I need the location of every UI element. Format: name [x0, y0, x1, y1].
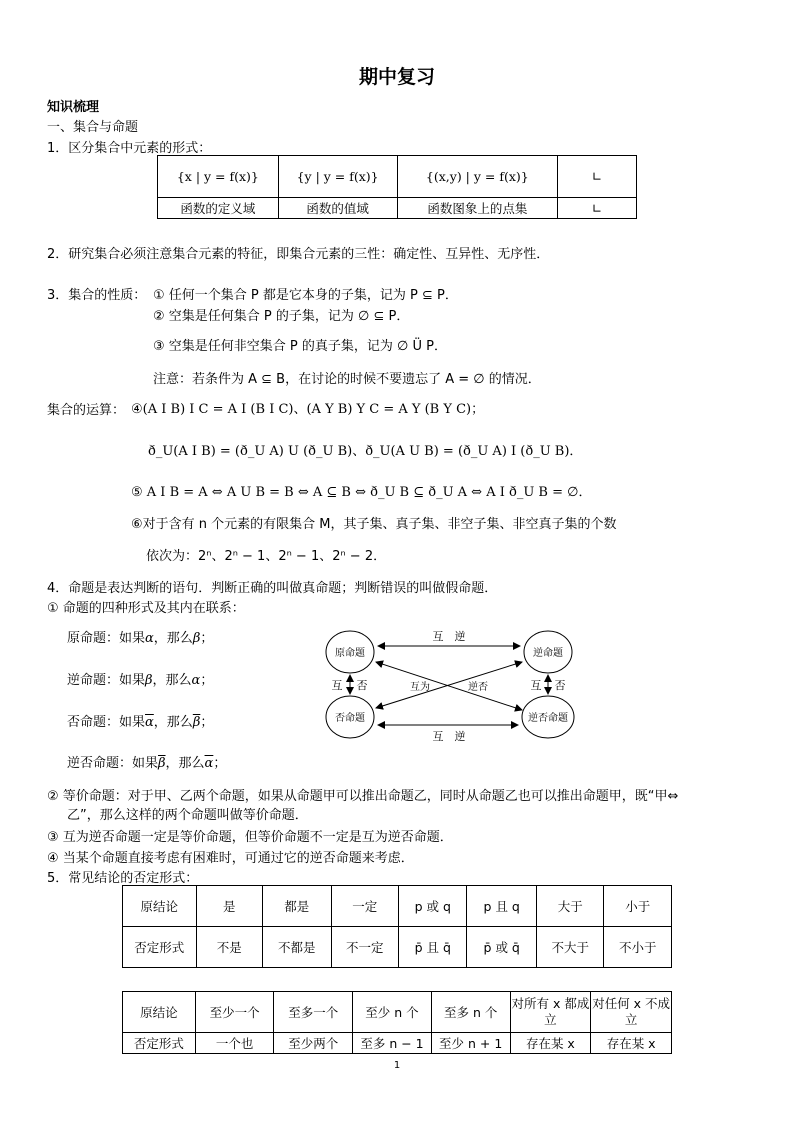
label-left-a: 互	[331, 679, 343, 692]
proposition-inverse: 否命题：如果$\overline{\alpha}$，那么$\overline{\beta}$；	[67, 715, 214, 730]
table3-cell: 至少 n 个	[353, 992, 432, 1033]
ops-p4b: ð_U(A I B) = (ð_U A) U (ð_U B)、ð_U(A U B) = (ð_U A) I (ð_U B)．	[148, 444, 583, 459]
label-bottom: 互 逆	[432, 730, 466, 743]
table2-cell: p 且 q	[467, 886, 537, 927]
table2-cell: 否定形式	[123, 927, 197, 968]
item-4-2a: ② 等价命题：对于甲、乙两个命题，如果从命题甲可以推出命题乙，同时从命题乙也可以推出命题甲，既“甲⇔	[47, 789, 679, 804]
subsection-sets-propositions: 一、集合与命题	[47, 120, 139, 135]
item-4: 4．命题是表达判断的语句．判断正确的叫做真命题；判断错误的叫做假命题．	[47, 581, 498, 596]
table2-cell: p 或 q	[398, 886, 466, 927]
label-left-b: 否	[356, 679, 368, 692]
proposition-relation-diagram	[320, 622, 580, 747]
table2-cell: 不是	[196, 927, 262, 968]
table2-cell: 是	[196, 886, 262, 927]
label-top: 互 逆	[432, 630, 466, 643]
table3-cell: 至少两个	[274, 1033, 353, 1054]
table1-cell: ∟	[558, 198, 637, 219]
table3-cell: 至少一个	[195, 992, 274, 1033]
item-3-p3: ③ 空集是任何非空集合 P 的真子集，记为 ∅ Ü P．	[153, 339, 447, 354]
table3-cell: 至多 n 个	[431, 992, 510, 1033]
table1-cell: 函数图象上的点集	[397, 198, 558, 219]
page-title: 期中复习	[358, 66, 435, 88]
node-converse: 逆命题	[533, 648, 563, 659]
ops-p6: ⑥对于含有 n 个元素的有限集合 M，其子集、真子集、非空子集、非空真子集的个数	[131, 517, 617, 532]
table3-cell: 否定形式	[123, 1033, 196, 1054]
table2-cell: 不一定	[331, 927, 398, 968]
item-3-p2: ② 空集是任何集合 P 的子集，记为 ∅ ⊆ P．	[153, 309, 410, 324]
ops-p4: ④(A I B) I C = A I (B I C)、(A Y B) Y C = A Y (B Y C)；	[131, 402, 485, 417]
ops-label: 集合的运算：	[47, 403, 126, 418]
table1-cell: {x | y = f(x)}	[158, 156, 279, 198]
element-form-table	[157, 155, 637, 219]
negation-table-2	[122, 991, 672, 1054]
item-4-2b: 乙”，那么这样的两个命题叫做等价命题．	[67, 808, 308, 823]
table2-cell: 小于	[604, 886, 672, 927]
ops-p5: ⑤ A I B = A ⇔ A U B = B ⇔ A ⊆ B ⇔ ð_U B ⊆ ð_U A ⇔ A I ð_U B = ∅．	[131, 485, 592, 500]
table3-cell: 对所有 x 都成立	[510, 992, 591, 1033]
table2-cell: 都是	[263, 886, 331, 927]
node-inverse: 否命题	[335, 713, 365, 724]
proposition-converse: 逆命题：如果β，那么α；	[67, 673, 214, 688]
proposition-original: 原命题：如果α，那么β；	[67, 631, 214, 646]
item-5: 5．常见结论的否定形式：	[47, 871, 199, 886]
node-contrapositive: 逆否命题	[528, 713, 568, 724]
table1-cell: {y | y = f(x)}	[278, 156, 397, 198]
table3-cell: 至多一个	[274, 992, 353, 1033]
table3-cell: 一个也	[195, 1033, 274, 1054]
ops-p6b: 依次为：2ⁿ、2ⁿ − 1、2ⁿ − 1、2ⁿ − 2．	[146, 549, 387, 564]
label-cross-left: 互为	[410, 682, 430, 693]
item-1: 1．区分集合中元素的形式：	[47, 141, 212, 156]
node-original: 原命题	[335, 648, 365, 659]
negation-table-1	[122, 885, 672, 968]
table2-cell: p̄ 且 q̄	[398, 927, 466, 968]
table2-cell: 大于	[536, 886, 603, 927]
table1-cell: ∟	[558, 156, 637, 198]
label-cross-right: 逆否	[468, 682, 488, 693]
label-right-a: 互	[530, 679, 542, 692]
table3-cell: 至少 n + 1	[431, 1033, 510, 1054]
item-3-label: 3．集合的性质：	[47, 288, 147, 303]
label-right-b: 否	[554, 679, 566, 692]
table1-cell: 函数的定义域	[158, 198, 279, 219]
item-2: 2．研究集合必须注意集合元素的特征，即集合元素的三性：确定性、互异性、无序性．	[47, 247, 550, 262]
table2-cell: 不小于	[604, 927, 672, 968]
section-heading: 知识梳理	[47, 100, 100, 115]
table3-cell: 原结论	[123, 992, 196, 1033]
page-number: 1	[393, 1060, 401, 1071]
table2-cell: p̄ 或 q̄	[467, 927, 537, 968]
table2-cell: 一定	[331, 886, 398, 927]
table3-cell: 至多 n − 1	[353, 1033, 432, 1054]
table1-cell: {(x,y) | y = f(x)}	[397, 156, 558, 198]
table2-cell: 原结论	[123, 886, 197, 927]
item-3-note: 注意：若条件为 A ⊆ B，在讨论的时候不要遗忘了 A = ∅ 的情况．	[153, 372, 541, 387]
item-4-1: ① 命题的四种形式及其内在联系：	[47, 601, 245, 616]
item-4-4: ④ 当某个命题直接考虑有困难时，可通过它的逆否命题来考虑．	[47, 851, 414, 866]
proposition-contrapositive: 逆否命题：如果$\overline{\beta}$，那么$\overline{\alpha}$；	[67, 756, 227, 771]
item-3-p1: ① 任何一个集合 P 都是它本身的子集，记为 P ⊆ P．	[153, 288, 458, 303]
table3-cell: 对任何 x 不成立	[591, 992, 672, 1033]
table2-cell: 不大于	[536, 927, 603, 968]
table3-cell: 存在某 x	[591, 1033, 672, 1054]
table1-cell: 函数的值域	[278, 198, 397, 219]
table2-cell: 不都是	[263, 927, 331, 968]
item-4-3: ③ 互为逆否命题一定是等价命题，但等价命题不一定是互为逆否命题．	[47, 830, 453, 845]
table3-cell: 存在某 x	[510, 1033, 591, 1054]
